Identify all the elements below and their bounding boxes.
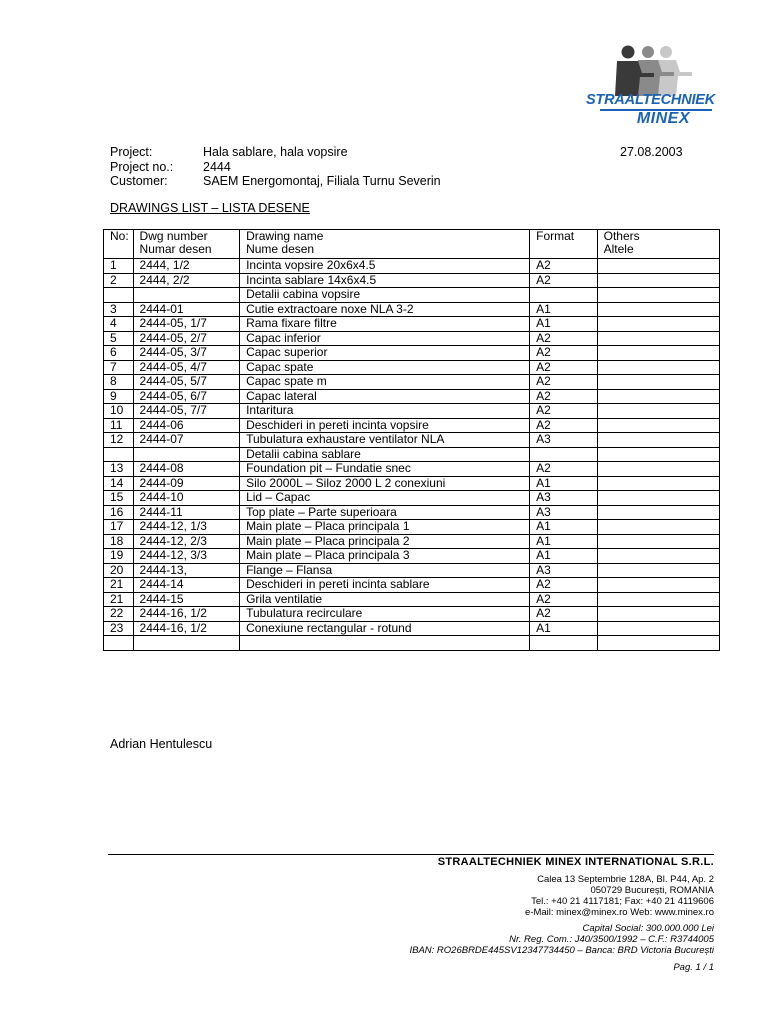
cell-no: 16 (104, 505, 134, 520)
cell-format (530, 636, 598, 651)
drawings-list-title: DRAWINGS LIST – LISTA DESENE (110, 201, 310, 215)
cell-dwg-number: 2444-06 (133, 418, 240, 433)
cell-no: 14 (104, 476, 134, 491)
logo-text-minex: MINEX (636, 110, 690, 127)
cell-drawing-name: Main plate – Placa principala 2 (240, 534, 530, 549)
cell-drawing-name (240, 636, 530, 651)
table-row (104, 505, 720, 520)
cell-format: A1 (530, 621, 598, 636)
cell-others (597, 563, 719, 578)
cell-others (597, 578, 719, 593)
table-row (104, 607, 720, 622)
cell-drawing-name: Main plate – Placa principala 1 (240, 520, 530, 535)
footer-iban: IBAN: RO26BRDE445SV12347734450 – Banca: BRD Victoria București (409, 945, 714, 956)
cell-dwg-number: 2444, 1/2 (133, 259, 240, 274)
cell-drawing-name: Incinta sablare 14x6x4.5 (240, 273, 530, 288)
table-row (104, 549, 720, 564)
cell-no (104, 447, 134, 462)
cell-others (597, 346, 719, 361)
cell-dwg-number: 2444-13, (133, 563, 240, 578)
table-row (104, 404, 720, 419)
table-row (104, 375, 720, 390)
cell-format: A1 (530, 549, 598, 564)
table-row (104, 476, 720, 491)
cell-dwg-number: 2444-07 (133, 433, 240, 448)
footer-phone: Tel.: +40 21 4117181; Fax: +40 21 4119606 (531, 896, 714, 907)
table-row (104, 447, 720, 462)
cell-format: A2 (530, 259, 598, 274)
footer-registration: Nr. Reg. Com.: J40/3500/1992 – C.F.: R3744005 (509, 934, 714, 945)
cell-dwg-number: 2444-05, 7/7 (133, 404, 240, 419)
project-value: Hala sablare, hala vopsire (203, 145, 348, 159)
cell-drawing-name: Rama fixare filtre (240, 317, 530, 332)
cell-no: 8 (104, 375, 134, 390)
cell-drawing-name: Flange – Flansa (240, 563, 530, 578)
table-row (104, 302, 720, 317)
header-drawing-name: Drawing name Nume desen (240, 230, 530, 259)
cell-others (597, 447, 719, 462)
cell-format: A1 (530, 302, 598, 317)
cell-dwg-number: 2444-10 (133, 491, 240, 506)
cell-drawing-name: Capac spate (240, 360, 530, 375)
table-row (104, 592, 720, 607)
project-number-label: Project no.: (110, 160, 174, 174)
customer-label: Customer: (110, 174, 168, 188)
cell-dwg-number: 2444-12, 1/3 (133, 520, 240, 535)
cell-dwg-number: 2444-15 (133, 592, 240, 607)
document-date: 27.08.2003 (620, 145, 683, 159)
table-row (104, 317, 720, 332)
cell-dwg-number: 2444-16, 1/2 (133, 607, 240, 622)
cell-dwg-number (133, 447, 240, 462)
table-row (104, 636, 720, 651)
cell-drawing-name: Grila ventilatie (240, 592, 530, 607)
cell-dwg-number: 2444, 2/2 (133, 273, 240, 288)
cell-no: 11 (104, 418, 134, 433)
cell-drawing-name: Deschideri in pereti incinta vopsire (240, 418, 530, 433)
cell-format: A2 (530, 389, 598, 404)
cell-others (597, 476, 719, 491)
drawings-table (103, 229, 720, 651)
blasting-figures-logo-icon (604, 44, 694, 96)
cell-drawing-name: Incinta vopsire 20x6x4.5 (240, 259, 530, 274)
cell-others (597, 418, 719, 433)
footer-address-line1: Calea 13 Septembrie 128A, Bl. P44, Ap. 2 (537, 874, 714, 885)
cell-format: A2 (530, 360, 598, 375)
cell-no: 19 (104, 549, 134, 564)
cell-format: A3 (530, 491, 598, 506)
cell-format: A1 (530, 520, 598, 535)
cell-dwg-number: 2444-05, 6/7 (133, 389, 240, 404)
header-dwg-number: Dwg number Numar desen (133, 230, 240, 259)
cell-drawing-name: Capac superior (240, 346, 530, 361)
table-row (104, 563, 720, 578)
table-row (104, 578, 720, 593)
table-row (104, 520, 720, 535)
cell-format (530, 447, 598, 462)
footer-email-web: e-Mail: minex@minex.ro Web: www.minex.ro (525, 907, 714, 918)
cell-dwg-number: 2444-12, 3/3 (133, 549, 240, 564)
cell-others (597, 520, 719, 535)
footer-page-number: Pag. 1 / 1 (673, 962, 714, 973)
table-row (104, 273, 720, 288)
cell-no: 9 (104, 389, 134, 404)
cell-no: 21 (104, 592, 134, 607)
cell-others (597, 389, 719, 404)
cell-drawing-name: Cutie extractoare noxe NLA 3-2 (240, 302, 530, 317)
cell-others (597, 331, 719, 346)
cell-drawing-name: Intaritura (240, 404, 530, 419)
cell-dwg-number: 2444-05, 4/7 (133, 360, 240, 375)
cell-format: A3 (530, 563, 598, 578)
table-row (104, 621, 720, 636)
cell-drawing-name: Silo 2000L – Siloz 2000 L 2 conexiuni (240, 476, 530, 491)
cell-drawing-name: Capac inferior (240, 331, 530, 346)
cell-others (597, 302, 719, 317)
cell-drawing-name: Top plate – Parte superioara (240, 505, 530, 520)
cell-dwg-number: 2444-01 (133, 302, 240, 317)
cell-format: A3 (530, 433, 598, 448)
table-row (104, 346, 720, 361)
table-row (104, 360, 720, 375)
cell-dwg-number: 2444-05, 5/7 (133, 375, 240, 390)
signature-name: Adrian Hentulescu (110, 737, 213, 751)
table-row (104, 433, 720, 448)
cell-format: A2 (530, 462, 598, 477)
cell-others (597, 288, 719, 303)
cell-drawing-name: Tubulatura exhaustare ventilator NLA (240, 433, 530, 448)
cell-format: A2 (530, 592, 598, 607)
cell-others (597, 534, 719, 549)
table-row (104, 259, 720, 274)
cell-others (597, 259, 719, 274)
cell-no: 7 (104, 360, 134, 375)
cell-no: 23 (104, 621, 134, 636)
cell-others (597, 592, 719, 607)
cell-others (597, 491, 719, 506)
header-no: No: (104, 230, 134, 259)
cell-no: 20 (104, 563, 134, 578)
footer-address-line2: 050729 București, ROMANIA (590, 885, 714, 896)
cell-others (597, 505, 719, 520)
cell-format: A2 (530, 404, 598, 419)
customer-value: SAEM Energomontaj, Filiala Turnu Severin (203, 174, 441, 188)
cell-drawing-name: Capac spate m (240, 375, 530, 390)
cell-drawing-name: Foundation pit – Fundatie snec (240, 462, 530, 477)
cell-drawing-name: Capac lateral (240, 389, 530, 404)
cell-dwg-number: 2444-05, 2/7 (133, 331, 240, 346)
table-row (104, 331, 720, 346)
cell-others (597, 549, 719, 564)
cell-format: A1 (530, 534, 598, 549)
cell-no: 1 (104, 259, 134, 274)
cell-drawing-name: Detalii cabina vopsire (240, 288, 530, 303)
cell-no: 5 (104, 331, 134, 346)
cell-no: 22 (104, 607, 134, 622)
footer-capital: Capital Social: 300.000.000 Lei (582, 923, 714, 934)
cell-format: A1 (530, 476, 598, 491)
cell-no: 10 (104, 404, 134, 419)
cell-others (597, 404, 719, 419)
cell-format: A2 (530, 607, 598, 622)
cell-format: A2 (530, 273, 598, 288)
cell-no: 13 (104, 462, 134, 477)
company-logo (586, 44, 726, 136)
cell-others (597, 360, 719, 375)
cell-no: 6 (104, 346, 134, 361)
cell-others (597, 273, 719, 288)
cell-no (104, 636, 134, 651)
cell-no (104, 288, 134, 303)
cell-others (597, 621, 719, 636)
cell-others (597, 317, 719, 332)
cell-dwg-number: 2444-05, 3/7 (133, 346, 240, 361)
table-header-row (104, 230, 720, 259)
cell-dwg-number: 2444-08 (133, 462, 240, 477)
cell-dwg-number: 2444-09 (133, 476, 240, 491)
table-row (104, 418, 720, 433)
table-row (104, 288, 720, 303)
project-number-value: 2444 (203, 160, 231, 174)
cell-no: 12 (104, 433, 134, 448)
table-row (104, 534, 720, 549)
cell-no: 4 (104, 317, 134, 332)
cell-dwg-number: 2444-14 (133, 578, 240, 593)
cell-drawing-name: Detalii cabina sablare (240, 447, 530, 462)
project-label: Project: (110, 145, 153, 159)
cell-no: 18 (104, 534, 134, 549)
cell-dwg-number: 2444-16, 1/2 (133, 621, 240, 636)
cell-no: 15 (104, 491, 134, 506)
cell-format: A2 (530, 346, 598, 361)
cell-format: A2 (530, 375, 598, 390)
table-row (104, 462, 720, 477)
cell-dwg-number (133, 636, 240, 651)
cell-format: A3 (530, 505, 598, 520)
cell-others (597, 375, 719, 390)
cell-others (597, 636, 719, 651)
cell-dwg-number (133, 288, 240, 303)
logo-text-straaltechniek: STRAALTECHNIEK (586, 92, 716, 108)
cell-others (597, 433, 719, 448)
cell-no: 3 (104, 302, 134, 317)
table-row (104, 389, 720, 404)
cell-drawing-name: Deschideri in pereti incinta sablare (240, 578, 530, 593)
cell-no: 21 (104, 578, 134, 593)
cell-no: 2 (104, 273, 134, 288)
cell-dwg-number: 2444-11 (133, 505, 240, 520)
table-row (104, 491, 720, 506)
footer-divider (108, 854, 714, 855)
footer-company-name: STRAALTECHNIEK MINEX INTERNATIONAL S.R.L. (437, 856, 714, 868)
cell-format: A2 (530, 418, 598, 433)
cell-format (530, 288, 598, 303)
header-format: Format (530, 230, 598, 259)
cell-drawing-name: Lid – Capac (240, 491, 530, 506)
header-others: Others Altele (597, 230, 719, 259)
cell-no: 17 (104, 520, 134, 535)
cell-others (597, 607, 719, 622)
cell-dwg-number: 2444-05, 1/7 (133, 317, 240, 332)
cell-drawing-name: Conexiune rectangular - rotund (240, 621, 530, 636)
cell-format: A1 (530, 317, 598, 332)
cell-others (597, 462, 719, 477)
cell-drawing-name: Tubulatura recirculare (240, 607, 530, 622)
cell-drawing-name: Main plate – Placa principala 3 (240, 549, 530, 564)
cell-dwg-number: 2444-12, 2/3 (133, 534, 240, 549)
cell-format: A2 (530, 578, 598, 593)
cell-format: A2 (530, 331, 598, 346)
